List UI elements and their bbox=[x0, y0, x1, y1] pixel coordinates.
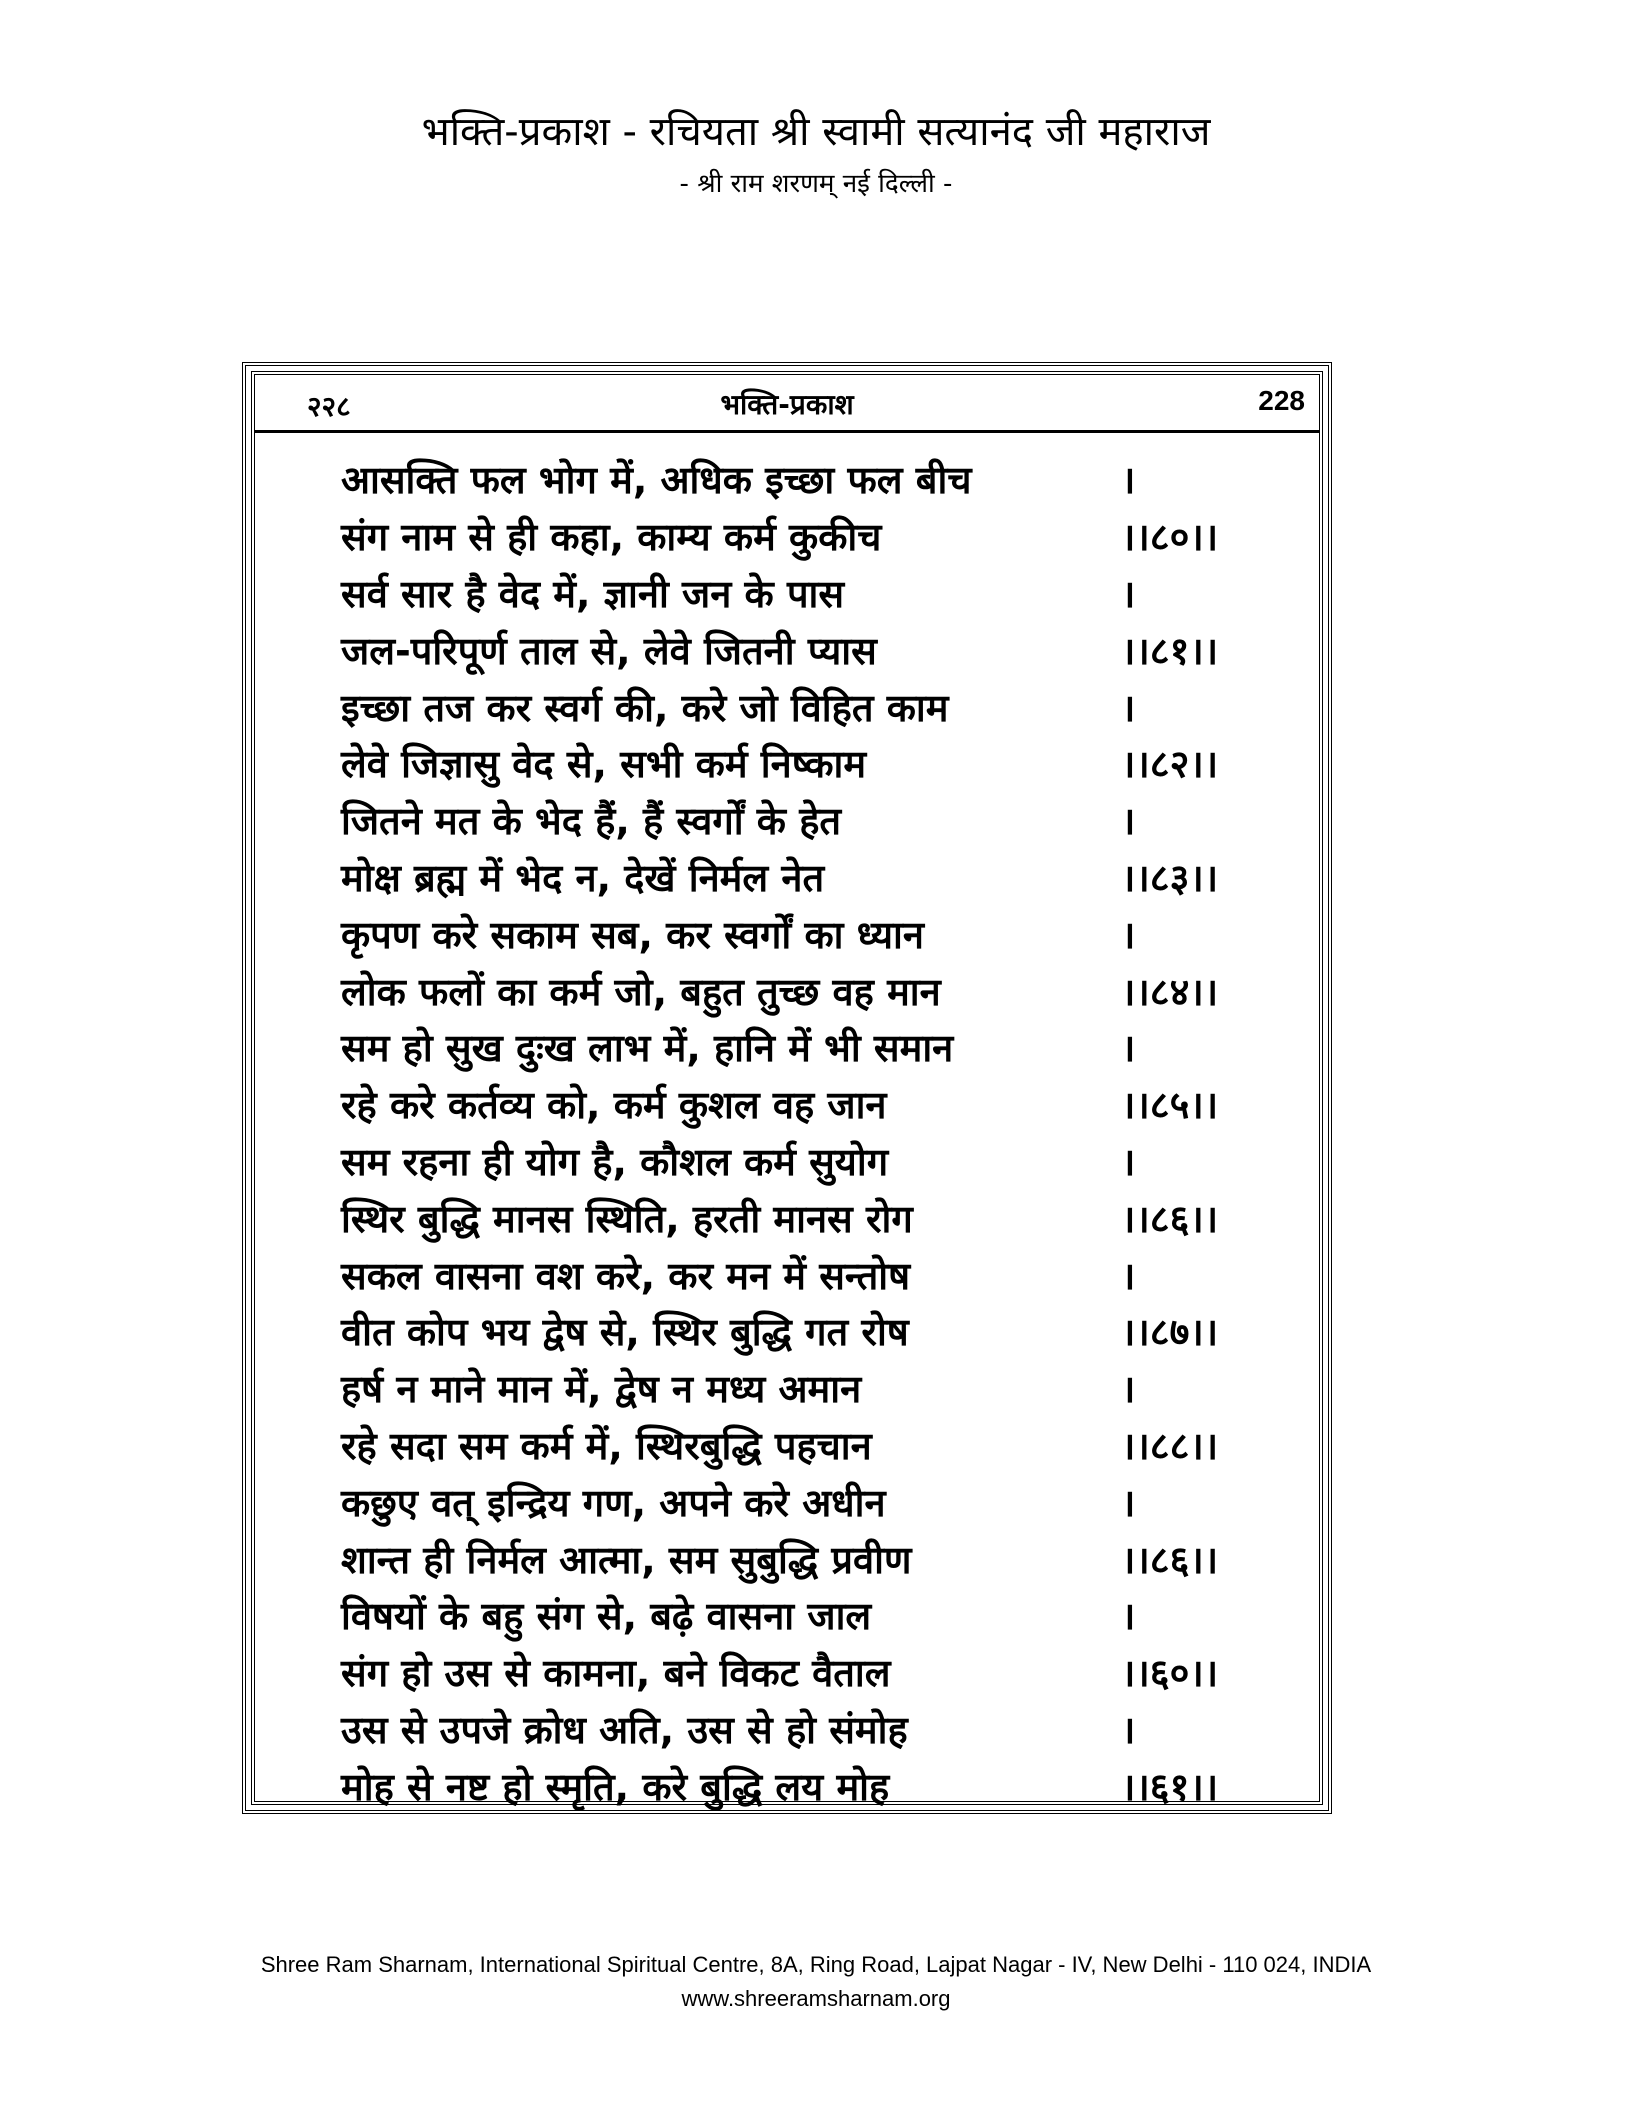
verse-number: । bbox=[1121, 458, 1136, 503]
verse-number: । bbox=[1121, 1480, 1136, 1525]
verse-text: हर्ष न माने मान में, द्वेष न मध्य अमान bbox=[341, 1367, 862, 1412]
verse-line bbox=[341, 1417, 1251, 1474]
verse-text: जितने मत के भेद हैं, हैं स्वर्गों के हेत bbox=[341, 799, 842, 844]
verse-number: । bbox=[1121, 1367, 1136, 1412]
document-title: भक्ति-प्रकाश - रचियता श्री स्वामी सत्यानंद जी महाराज bbox=[421, 109, 1211, 155]
verse-line bbox=[341, 1473, 1251, 1530]
page-center-title: भक्ति-प्रकाश bbox=[720, 388, 854, 421]
footer-address: Shree Ram Sharnam, International Spiritual Centre, 8A, Ring Road, Lajpat Nagar - IV, New Delhi - 110 024, INDIA bbox=[260, 1952, 1372, 1977]
verse-text: कछुए वत् इन्द्रिय गण, अपने करे अधीन bbox=[341, 1480, 886, 1525]
verse-text: विषयों के बहु संग से, बढ़े वासना जाल bbox=[341, 1594, 872, 1639]
verse-line bbox=[341, 735, 1251, 792]
verse-line bbox=[341, 962, 1251, 1019]
verse-text: इच्छा तज कर स्वर्ग की, करे जो विहित काम bbox=[341, 685, 949, 730]
verse-text: संग नाम से ही कहा, काम्य कर्म कुकीच bbox=[341, 515, 882, 560]
verse-line bbox=[341, 849, 1251, 906]
verse-number: ।।८०।। bbox=[1121, 515, 1219, 560]
verse-number: ।।८६।। bbox=[1121, 1537, 1219, 1582]
verse-number: ।।८८।। bbox=[1121, 1423, 1219, 1468]
footer-website[interactable]: www.shreeramsharnam.org bbox=[681, 1986, 951, 2011]
verse-number: ।।६१।। bbox=[1121, 1764, 1219, 1809]
verse-text: संग हो उस से कामना, बने विकट वैताल bbox=[341, 1651, 891, 1696]
verse-number: । bbox=[1121, 1253, 1136, 1298]
verse-line bbox=[341, 905, 1251, 962]
verse-text: सर्व सार है वेद में, ज्ञानी जन के पास bbox=[341, 571, 845, 616]
verse-text: लेवे जिज्ञासु वेद से, सभी कर्म निष्काम bbox=[341, 742, 867, 787]
verse-text: मोक्ष ब्रह्म में भेद न, देखें निर्मल नेत bbox=[341, 855, 825, 900]
verse-number: ।।८३।। bbox=[1121, 855, 1219, 900]
verse-text: स्थिर बुद्धि मानस स्थिति, हरती मानस रोग bbox=[341, 1196, 913, 1241]
verse-text: शान्त ही निर्मल आत्मा, सम सुबुद्धि प्रवीण bbox=[341, 1537, 912, 1582]
verse-number: ।।८१।। bbox=[1121, 628, 1219, 673]
verse-line bbox=[341, 678, 1251, 735]
verse-line bbox=[341, 1757, 1251, 1814]
verse-line bbox=[341, 565, 1251, 622]
verse-line bbox=[341, 451, 1251, 508]
verse-line bbox=[341, 1133, 1251, 1190]
verse-text: वीत कोप भय द्वेष से, स्थिर बुद्धि गत रोष bbox=[341, 1310, 909, 1355]
verse-text: कृपण करे सकाम सब, कर स्वर्गों का ध्यान bbox=[341, 912, 924, 957]
verse-line bbox=[341, 1019, 1251, 1076]
verse-number: । bbox=[1121, 799, 1136, 844]
verse-line bbox=[341, 1530, 1251, 1587]
verse-line bbox=[341, 1360, 1251, 1417]
verse-line bbox=[341, 1189, 1251, 1246]
document-subtitle: - श्री राम शरणम् नई दिल्ली - bbox=[679, 169, 953, 199]
verse-text: रहे करे कर्तव्य को, कर्म कुशल वह जान bbox=[341, 1083, 887, 1128]
verse-number: ।।८७।। bbox=[1121, 1310, 1219, 1355]
verse-number: ।।८६।। bbox=[1121, 1196, 1219, 1241]
verse-text: रहे सदा सम कर्म में, स्थिरबुद्धि पहचान bbox=[341, 1423, 872, 1468]
verse-line bbox=[341, 508, 1251, 565]
verse-text: सम रहना ही योग है, कौशल कर्म सुयोग bbox=[341, 1139, 889, 1184]
page-number-devanagari: २२८ bbox=[307, 390, 351, 423]
verse-number: । bbox=[1121, 685, 1136, 730]
verse-text: लोक फलों का कर्म जो, बहुत तुच्छ वह मान bbox=[341, 969, 941, 1014]
verse-list bbox=[341, 451, 1251, 1814]
verse-text: आसक्ति फल भोग में, अधिक इच्छा फल बीच bbox=[341, 458, 972, 503]
verse-line bbox=[341, 1644, 1251, 1701]
verse-number: ।।८२।। bbox=[1121, 742, 1219, 787]
verse-number: । bbox=[1121, 1594, 1136, 1639]
verse-text: सकल वासना वश करे, कर मन में सन्तोष bbox=[341, 1253, 911, 1298]
verse-line bbox=[341, 1701, 1251, 1758]
verse-number: । bbox=[1121, 1026, 1136, 1071]
verse-text: सम हो सुख दुःख लाभ में, हानि में भी समान bbox=[341, 1026, 954, 1071]
verse-text: उस से उपजे क्रोध अति, उस से हो संमोह bbox=[341, 1707, 908, 1752]
verse-line bbox=[341, 1587, 1251, 1644]
page-number-arabic: 228 bbox=[1258, 385, 1305, 416]
verse-text: जल-परिपूर्ण ताल से, लेवे जितनी प्यास bbox=[341, 628, 877, 673]
verse-line bbox=[341, 621, 1251, 678]
page-frame bbox=[242, 362, 1332, 1814]
verse-line bbox=[341, 1246, 1251, 1303]
verse-number: । bbox=[1121, 912, 1136, 957]
verse-line bbox=[341, 792, 1251, 849]
verse-line bbox=[341, 1076, 1251, 1133]
verse-number: । bbox=[1121, 1139, 1136, 1184]
verse-number: ।।८४।। bbox=[1121, 969, 1219, 1014]
verse-text: मोह से नष्ट हो स्मृति, करे बुद्धि लय मोह bbox=[341, 1764, 890, 1809]
verse-number: । bbox=[1121, 571, 1136, 616]
verse-line bbox=[341, 1303, 1251, 1360]
verse-number: ।।८५।। bbox=[1121, 1083, 1219, 1128]
page-frame-inner bbox=[251, 371, 1323, 1809]
verse-number: ।।६०।। bbox=[1121, 1651, 1219, 1696]
verse-number: । bbox=[1121, 1707, 1136, 1752]
page-header-bar bbox=[255, 375, 1319, 433]
